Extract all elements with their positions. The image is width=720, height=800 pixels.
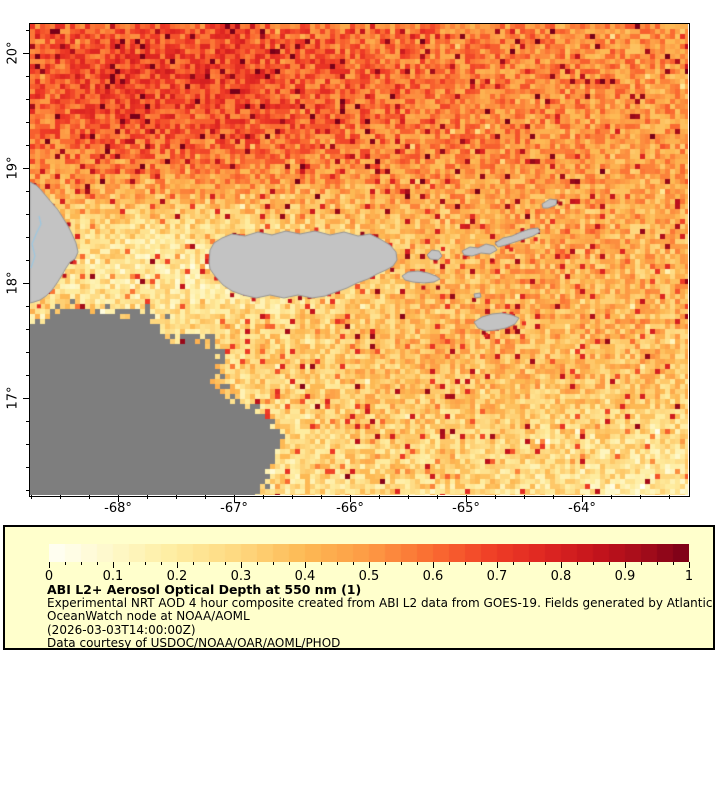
lat-tick bbox=[26, 490, 30, 491]
lon-tick-label: -68° bbox=[104, 501, 132, 516]
colorbar-tick bbox=[561, 562, 562, 568]
colorbar-tick bbox=[193, 562, 194, 565]
colorbar-tick bbox=[417, 562, 418, 565]
legend-timestamp: (2026-03-03T14:00:00Z) bbox=[47, 622, 196, 637]
colorbar-tick-label: 0 bbox=[44, 569, 54, 584]
colorbar-tick bbox=[513, 562, 514, 565]
lon-tick-label: -66° bbox=[336, 501, 364, 516]
colorbar-tick-label: 0.9 bbox=[614, 569, 636, 584]
colorbar-tick bbox=[529, 562, 530, 565]
lat-tick bbox=[23, 398, 30, 399]
colorbar-tick bbox=[337, 562, 338, 565]
colorbar-tick bbox=[305, 562, 306, 568]
colorbar-tick bbox=[225, 562, 226, 565]
lon-tick bbox=[292, 495, 293, 499]
colorbar-tick bbox=[641, 562, 642, 565]
colorbar-tick-label: 0.8 bbox=[550, 569, 572, 584]
colorbar-tick bbox=[257, 562, 258, 565]
colorbar-tick bbox=[609, 562, 610, 565]
lon-tick bbox=[379, 495, 380, 499]
lat-tick bbox=[23, 53, 30, 54]
aod-map-canvas bbox=[30, 24, 688, 495]
lon-tick bbox=[611, 495, 612, 499]
colorbar-tick bbox=[65, 562, 66, 565]
lat-tick bbox=[23, 168, 30, 169]
lon-tick-label: -64° bbox=[568, 501, 596, 516]
legend-description-line: Experimental NRT AOD 4 hour composite created from ABI L2 data from GOES-19. Fields generated by Atlantic bbox=[47, 595, 713, 610]
colorbar-tick bbox=[481, 562, 482, 565]
lat-tick bbox=[26, 467, 30, 468]
colorbar-tick-label: 0.7 bbox=[486, 569, 508, 584]
lat-tick bbox=[26, 444, 30, 445]
colorbar-tick bbox=[289, 562, 290, 565]
lon-tick bbox=[669, 495, 670, 499]
colorbar-tick bbox=[241, 562, 242, 568]
lon-tick bbox=[495, 495, 496, 499]
lat-tick-label: 17° bbox=[5, 386, 21, 410]
lon-tick-label: -67° bbox=[220, 501, 248, 516]
colorbar-tick bbox=[465, 562, 466, 565]
lat-tick bbox=[26, 352, 30, 353]
lat-tick-label: 18° bbox=[5, 271, 21, 295]
colorbar-tick-label: 1 bbox=[684, 569, 694, 584]
colorbar-tick bbox=[385, 562, 386, 565]
colorbar-tick-label: 0.2 bbox=[166, 569, 188, 584]
legend-description-line: OceanWatch node at NOAA/AOML bbox=[47, 609, 250, 623]
lon-tick bbox=[321, 495, 322, 499]
colorbar bbox=[49, 544, 689, 562]
legend-title: ABI L2+ Aerosol Optical Depth at 550 nm (1) bbox=[47, 582, 362, 597]
lon-tick bbox=[640, 495, 641, 499]
lat-tick bbox=[26, 260, 30, 261]
lon-tick bbox=[31, 495, 32, 499]
colorbar-tick bbox=[97, 562, 98, 565]
colorbar-tick-label: 0.4 bbox=[294, 569, 316, 584]
lon-tick bbox=[553, 495, 554, 499]
colorbar-tick-label: 0.5 bbox=[358, 569, 380, 584]
lat-tick bbox=[26, 30, 30, 31]
colorbar-tick-label: 0.6 bbox=[422, 569, 444, 584]
lon-tick bbox=[205, 495, 206, 499]
lon-tick bbox=[147, 495, 148, 499]
colorbar-tick bbox=[209, 562, 210, 565]
lat-tick-label: 20° bbox=[5, 41, 21, 65]
colorbar-tick bbox=[129, 562, 130, 565]
colorbar-tick bbox=[657, 562, 658, 565]
lat-tick bbox=[26, 99, 30, 100]
lat-tick bbox=[23, 283, 30, 284]
lat-tick bbox=[26, 191, 30, 192]
colorbar-tick bbox=[449, 562, 450, 565]
lon-tick-label: -65° bbox=[452, 501, 480, 516]
lon-tick bbox=[60, 495, 61, 499]
legend-text-block bbox=[47, 583, 712, 651]
colorbar-tick-label: 0.1 bbox=[102, 569, 124, 584]
lon-tick bbox=[263, 495, 264, 499]
lat-tick bbox=[26, 145, 30, 146]
lat-tick bbox=[26, 306, 30, 307]
lon-tick bbox=[176, 495, 177, 499]
lat-tick bbox=[26, 329, 30, 330]
colorbar-tick bbox=[593, 562, 594, 565]
colorbar-tick bbox=[689, 562, 690, 568]
lat-tick-label: 19° bbox=[5, 156, 21, 180]
colorbar-tick bbox=[673, 562, 674, 565]
colorbar-tick bbox=[273, 562, 274, 565]
lon-tick bbox=[437, 495, 438, 499]
lat-tick bbox=[26, 375, 30, 376]
colorbar-tick bbox=[577, 562, 578, 565]
colorbar-tick bbox=[625, 562, 626, 568]
colorbar-tick bbox=[161, 562, 162, 565]
colorbar-tick bbox=[401, 562, 402, 565]
colorbar-tick bbox=[353, 562, 354, 565]
colorbar-tick bbox=[321, 562, 322, 565]
lon-tick bbox=[524, 495, 525, 499]
legend-courtesy-line: Data courtesy of USDOC/NOAA/OAR/AOML/PHOD bbox=[47, 636, 341, 650]
legend-panel bbox=[3, 525, 715, 650]
lat-tick bbox=[26, 214, 30, 215]
lat-tick bbox=[26, 76, 30, 77]
colorbar-tick bbox=[145, 562, 146, 565]
colorbar-tick bbox=[369, 562, 370, 568]
colorbar-tick bbox=[113, 562, 114, 568]
colorbar-tick bbox=[545, 562, 546, 565]
colorbar-tick bbox=[81, 562, 82, 565]
lat-tick bbox=[26, 122, 30, 123]
colorbar-tick-label: 0.3 bbox=[230, 569, 252, 584]
lat-tick bbox=[26, 421, 30, 422]
lon-tick bbox=[408, 495, 409, 499]
lat-tick bbox=[26, 237, 30, 238]
colorbar-tick bbox=[497, 562, 498, 568]
lon-tick bbox=[89, 495, 90, 499]
colorbar-tick bbox=[177, 562, 178, 568]
colorbar-tick bbox=[49, 562, 50, 568]
colorbar-tick bbox=[433, 562, 434, 568]
